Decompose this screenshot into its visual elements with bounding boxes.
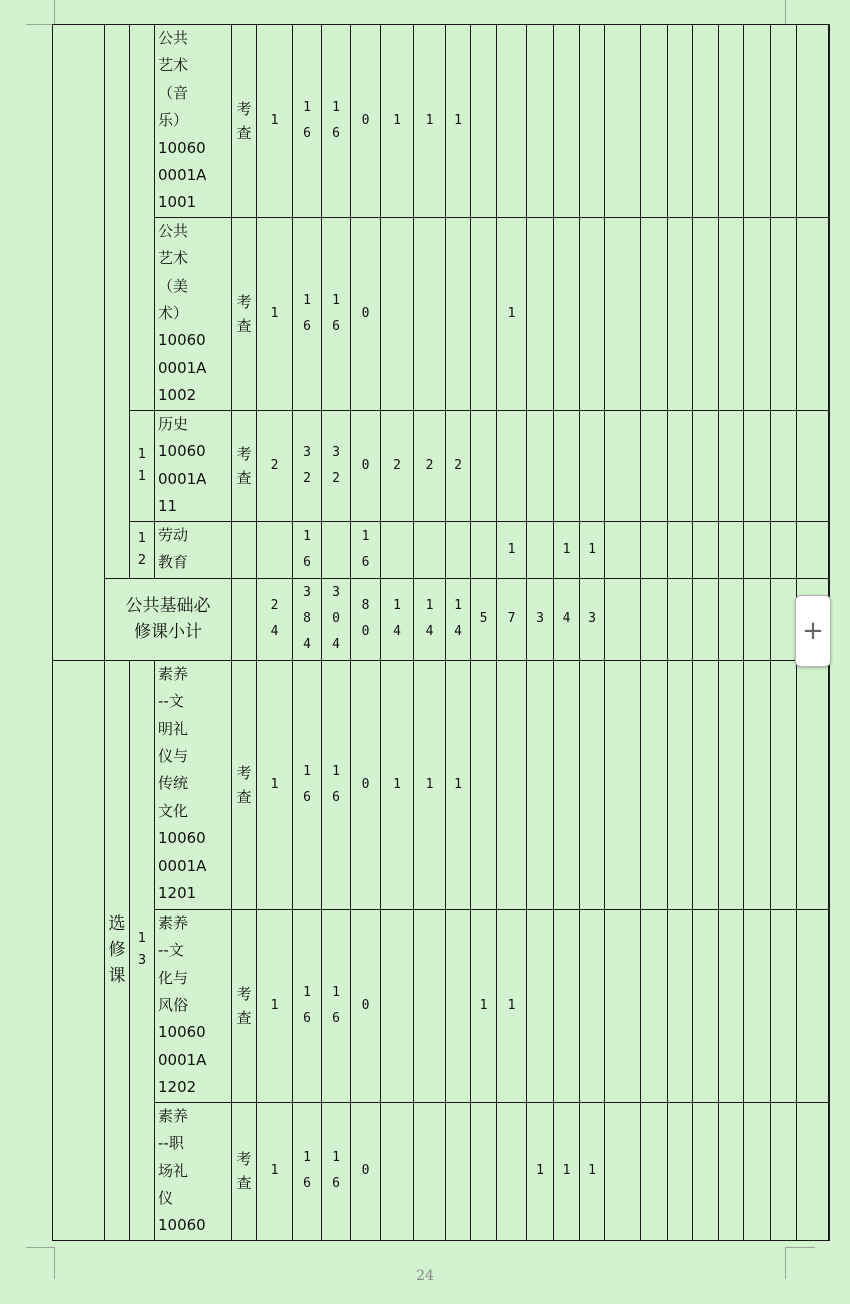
value-cell: 3 2 [322, 410, 351, 521]
value-cell [693, 217, 719, 410]
value-cell: 1 [257, 217, 293, 410]
value-cell [668, 1102, 693, 1240]
value-cell: 1 [580, 1102, 605, 1240]
assessment-cell: 考 查 [232, 1102, 257, 1240]
value-cell [446, 217, 471, 410]
value-cell [719, 660, 744, 909]
value-cell: 2 4 [257, 578, 293, 660]
value-cell [554, 25, 580, 218]
value-cell [527, 217, 554, 410]
value-cell: 0 [351, 25, 381, 218]
value-cell: 8 0 [351, 578, 381, 660]
value-cell: 1 6 [351, 521, 381, 578]
table-row [53, 1102, 830, 1240]
table-row [53, 521, 830, 578]
value-cell: 1 6 [322, 909, 351, 1102]
value-cell: 2 [414, 410, 446, 521]
value-cell [668, 909, 693, 1102]
value-cell [580, 660, 605, 909]
value-cell [471, 660, 497, 909]
value-cell: 3 2 [293, 410, 322, 521]
value-cell [641, 410, 668, 521]
value-cell [719, 25, 744, 218]
table-row [53, 25, 830, 218]
value-cell [471, 410, 497, 521]
value-cell [668, 217, 693, 410]
value-cell [471, 1102, 497, 1240]
value-cell [797, 217, 829, 410]
corner-mark-tl-v [54, 0, 55, 24]
value-cell [829, 521, 830, 578]
value-cell: 0 [351, 1102, 381, 1240]
value-cell [693, 410, 719, 521]
value-cell [829, 660, 830, 909]
course-name-cell: 素养 --文 化与 风俗 10060 0001A 1202 [155, 909, 232, 1102]
value-cell: 3 8 4 [293, 578, 322, 660]
value-cell [527, 521, 554, 578]
value-cell [744, 410, 771, 521]
value-cell [719, 521, 744, 578]
value-cell [497, 1102, 527, 1240]
value-cell [641, 25, 668, 218]
value-cell [605, 217, 641, 410]
corner-mark-tr-v [785, 0, 786, 24]
value-cell [668, 410, 693, 521]
value-cell [829, 25, 830, 218]
value-cell: 2 [446, 410, 471, 521]
value-cell [554, 410, 580, 521]
value-cell [381, 1102, 414, 1240]
value-cell: 3 [527, 578, 554, 660]
course-name-cell: 劳动 教育 [155, 521, 232, 578]
row-number-cell: 1 1 [130, 410, 155, 521]
value-cell [693, 521, 719, 578]
value-cell: 1 [414, 25, 446, 218]
value-cell [771, 25, 797, 218]
assessment-cell: 考 查 [232, 909, 257, 1102]
value-cell: 1 [381, 25, 414, 218]
value-cell [446, 909, 471, 1102]
row-number-cell: 1 2 [130, 521, 155, 578]
value-cell [641, 578, 668, 660]
assessment-cell: 考 查 [232, 217, 257, 410]
value-cell [641, 1102, 668, 1240]
assessment-cell: 考 查 [232, 660, 257, 909]
subtotal-row [53, 578, 830, 660]
value-cell [641, 521, 668, 578]
value-cell: 1 [257, 909, 293, 1102]
value-cell [554, 909, 580, 1102]
value-cell [744, 578, 771, 660]
value-cell [554, 217, 580, 410]
value-cell [605, 578, 641, 660]
value-cell [771, 217, 797, 410]
value-cell [527, 410, 554, 521]
value-cell [744, 1102, 771, 1240]
category-column-cell [53, 25, 105, 661]
value-cell: 1 [381, 660, 414, 909]
value-cell [693, 1102, 719, 1240]
course-name-cell: 公共 艺术 （美 术） 10060 0001A 1002 [155, 217, 232, 410]
value-cell [771, 410, 797, 521]
value-cell: 1 6 [293, 1102, 322, 1240]
value-cell [744, 521, 771, 578]
value-cell: 1 6 [293, 660, 322, 909]
value-cell: 1 6 [322, 1102, 351, 1240]
value-cell [829, 1102, 830, 1240]
value-cell [719, 1102, 744, 1240]
page-number: 24 [416, 1268, 434, 1284]
corner-mark-tl-h [26, 24, 54, 25]
value-cell: 1 [257, 660, 293, 909]
course-name-cell: 公共 艺术 （音 乐） 10060 0001A 1001 [155, 25, 232, 218]
value-cell [641, 660, 668, 909]
assessment-cell: 考 查 [232, 25, 257, 218]
value-cell [471, 521, 497, 578]
value-cell [771, 660, 797, 909]
value-cell: 1 [497, 521, 527, 578]
value-cell: 1 [257, 1102, 293, 1240]
value-cell [771, 1102, 797, 1240]
value-cell: 1 [446, 660, 471, 909]
course-name-cell: 历史 10060 0001A 11 [155, 410, 232, 521]
value-cell: 1 6 [293, 909, 322, 1102]
value-cell: 1 [257, 25, 293, 218]
value-cell: 0 [351, 410, 381, 521]
value-cell: 1 6 [293, 217, 322, 410]
value-cell: 0 [351, 660, 381, 909]
value-cell: 1 6 [322, 660, 351, 909]
value-cell [641, 217, 668, 410]
table-row [53, 660, 830, 909]
value-cell: 3 0 4 [322, 578, 351, 660]
value-cell [446, 521, 471, 578]
value-cell [257, 521, 293, 578]
value-cell: 1 6 [293, 25, 322, 218]
value-cell: 3 [580, 578, 605, 660]
value-cell [719, 410, 744, 521]
value-cell [797, 1102, 829, 1240]
value-cell: 1 [527, 1102, 554, 1240]
value-cell: 1 4 [381, 578, 414, 660]
value-cell [605, 25, 641, 218]
value-cell [797, 25, 829, 218]
value-cell [693, 660, 719, 909]
value-cell [414, 1102, 446, 1240]
value-cell [829, 217, 830, 410]
value-cell [554, 660, 580, 909]
table-row [53, 217, 830, 410]
value-cell [580, 909, 605, 1102]
value-cell [580, 410, 605, 521]
value-cell [744, 217, 771, 410]
value-cell [605, 1102, 641, 1240]
value-cell: 1 [554, 521, 580, 578]
value-cell [497, 660, 527, 909]
value-cell [797, 660, 829, 909]
table-row [53, 909, 830, 1102]
assessment-cell [232, 521, 257, 578]
value-cell [719, 909, 744, 1102]
value-cell [381, 521, 414, 578]
value-cell [744, 660, 771, 909]
row-number-cell [130, 25, 155, 411]
value-cell [797, 410, 829, 521]
value-cell: 0 [351, 909, 381, 1102]
corner-mark-bl-h [26, 1247, 54, 1248]
value-cell [580, 25, 605, 218]
value-cell [668, 578, 693, 660]
value-cell [829, 410, 830, 521]
value-cell: 5 [471, 578, 497, 660]
value-cell [527, 25, 554, 218]
course-name-cell: 素养 --职 场礼 仪 10060 [155, 1102, 232, 1240]
add-button[interactable]: + [795, 595, 831, 667]
value-cell [497, 25, 527, 218]
value-cell [771, 521, 797, 578]
value-cell [693, 578, 719, 660]
value-cell [414, 909, 446, 1102]
value-cell: 1 [471, 909, 497, 1102]
value-cell: 2 [381, 410, 414, 521]
value-cell [580, 217, 605, 410]
value-cell [527, 909, 554, 1102]
value-cell [668, 521, 693, 578]
value-cell: 2 [257, 410, 293, 521]
value-cell [527, 660, 554, 909]
value-cell: 1 6 [322, 217, 351, 410]
value-cell [797, 909, 829, 1102]
course-name-cell: 素养 --文 明礼 仪与 传统 文化 10060 0001A 1201 [155, 660, 232, 909]
sub-category-column-cell [105, 25, 130, 579]
value-cell [771, 909, 797, 1102]
value-cell [414, 217, 446, 410]
value-cell [668, 660, 693, 909]
value-cell [668, 25, 693, 218]
value-cell: 1 [497, 217, 527, 410]
value-cell [446, 1102, 471, 1240]
value-cell: 7 [497, 578, 527, 660]
value-cell [605, 909, 641, 1102]
elective-label: 选 修 课 [105, 660, 130, 1240]
value-cell: 1 [446, 25, 471, 218]
value-cell [719, 217, 744, 410]
value-cell [719, 578, 744, 660]
value-cell [381, 909, 414, 1102]
value-cell [414, 521, 446, 578]
value-cell [744, 909, 771, 1102]
value-cell [829, 909, 830, 1102]
value-cell [641, 909, 668, 1102]
value-cell: 1 4 [414, 578, 446, 660]
value-cell: 1 6 [293, 521, 322, 578]
value-cell [693, 25, 719, 218]
table-row [53, 410, 830, 521]
assessment-cell: 考 查 [232, 410, 257, 521]
assessment-cell [232, 578, 257, 660]
value-cell [744, 25, 771, 218]
value-cell [605, 410, 641, 521]
value-cell: 0 [351, 217, 381, 410]
value-cell [771, 578, 797, 660]
value-cell [381, 217, 414, 410]
value-cell [471, 25, 497, 218]
value-cell: 1 4 [446, 578, 471, 660]
value-cell [322, 521, 351, 578]
course-plan-table [52, 24, 830, 1241]
value-cell: 1 [580, 521, 605, 578]
value-cell [693, 909, 719, 1102]
category-column-cell-lower [53, 660, 105, 1240]
corner-mark-br-h [785, 1247, 815, 1248]
value-cell [497, 410, 527, 521]
value-cell [605, 660, 641, 909]
value-cell [471, 217, 497, 410]
subtotal-label: 公共基础必 修课小计 [105, 578, 232, 660]
value-cell: 1 [497, 909, 527, 1102]
value-cell: 1 [554, 1102, 580, 1240]
value-cell: 1 [414, 660, 446, 909]
value-cell [797, 521, 829, 578]
value-cell [605, 521, 641, 578]
value-cell: 1 6 [322, 25, 351, 218]
value-cell: 4 [554, 578, 580, 660]
row-number-cell: 1 3 [130, 660, 155, 1240]
